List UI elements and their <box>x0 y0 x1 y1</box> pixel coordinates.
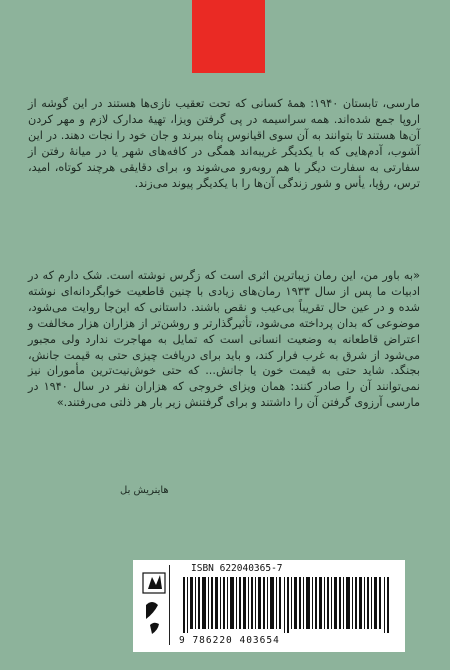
book-summary-paragraph: مارسی، تابستان ۱۹۴۰: همهٔ کسانی که تحت تعقیب نازی‌ها هستند در این گوشه از اروپا جمع شده‌اند. همه سراسیمه در پی گرفتن ویزا، تهیهٔ مدارک لازم و مهر کردن آن‌ها هستند تا بتوانند به آن سوی اقیانوس پناه ببرند و جان خود را نجات دهند. در این آشوب، آدم‌هایی که با یکدیگر غریبه‌اند همگی در کافه‌های شهر یا در میانهٔ رفتن از سفارتی به سفارت دیگر با هم روبه‌رو می‌شوند و، برای دقایقی هرچند کوتاه، امید، ترس، رؤیا، یأس و شور زندگی آن‌ها را با یکدیگر پیوند می‌زند. <box>28 97 420 190</box>
critic-quote-paragraph: «به باور من، این رمان زیباترین اثری است که زگرس نوشته است. شک دارم که در ادبیات ما پس از سال ۱۹۳۳ رمان‌های زیادی با چنین قاطعیت خوابگردانه‌ای نوشته شده و در عین حال تقریباً بی‌عیب و نقص باشند. داستانی که این‌جا روایت می‌شود، موضوعی که بدان پرداخته می‌شود، تأثیرگذارتر و روشن‌تر از هزاران هزار مخالفت و اعتراض قاطعانه به وضعیت انسانی است که تمایل به مهاجرت ندارد ولی مجبور می‌شود از شرق به غرب فرار کند، و باید برای دریافت چیزی حتی به قیمت جانش، بجنگد. شاید حتی به قیمت خون یا جانش... که حتی خوش‌نیت‌ترین مأموران نیز نمی‌توانند آن را صادر کنند: همان ویزای خروجی که هزاران نفر در سال ۱۹۴۰ در مارسی آرزوی گرفتن آن را داشتند و برای گرفتنش زیر بار هر ذلتی می‌رفتند.» <box>28 269 420 410</box>
publisher-logo-icon <box>140 565 169 645</box>
isbn-number: ISBN 622040365-7 <box>191 563 283 574</box>
isbn-barcode-panel <box>133 560 405 652</box>
publisher-logo <box>140 565 170 645</box>
quote-author: هاینریش بل <box>120 485 169 496</box>
red-accent-block <box>192 0 265 73</box>
barcode-icon <box>183 577 395 633</box>
barcode-digits: 9 786220 403654 <box>179 635 280 646</box>
